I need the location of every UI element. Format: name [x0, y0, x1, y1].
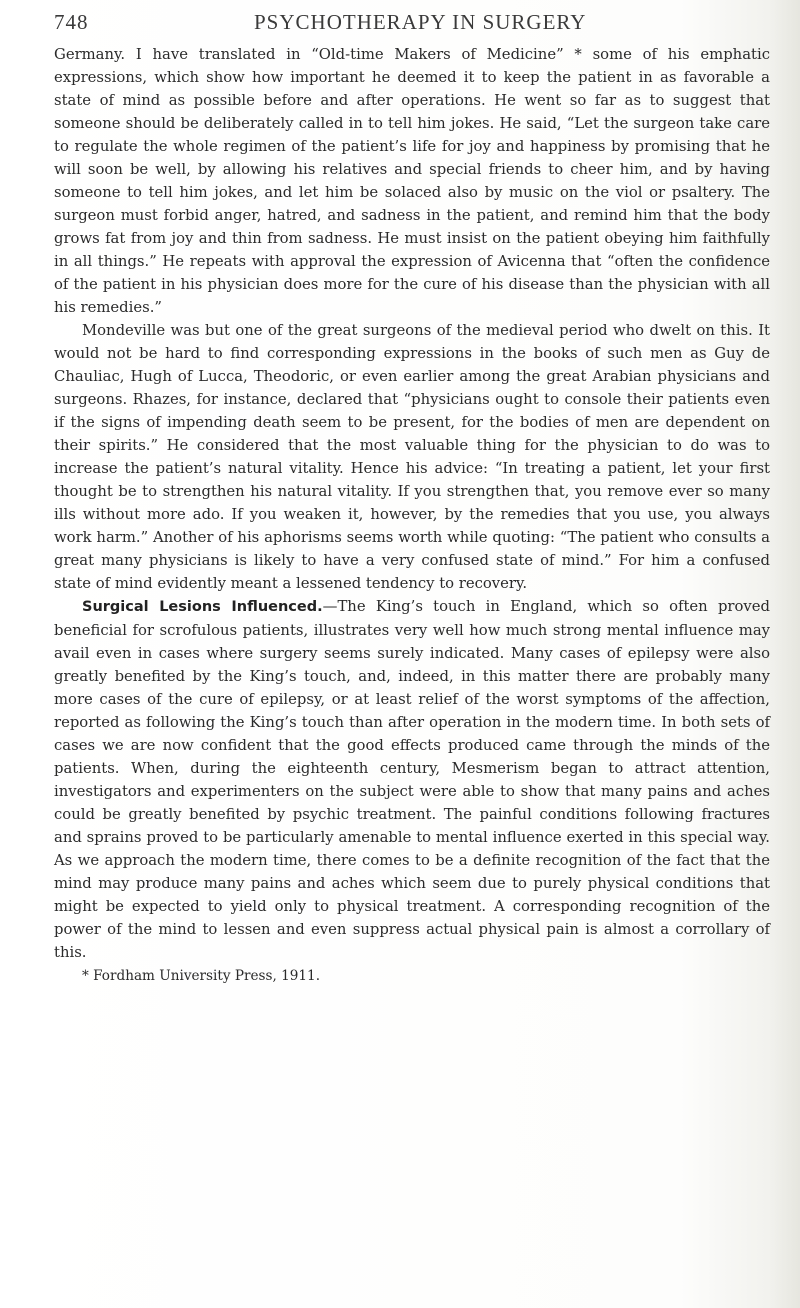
running-title: PSYCHOTHERAPY IN SURGERY	[254, 10, 587, 34]
page-number: 748	[54, 10, 89, 34]
paragraph-3	[54, 595, 770, 964]
body-text	[54, 43, 770, 986]
section-heading: Surgical Lesions Influenced.	[82, 599, 323, 615]
footnote: * Fordham University Press, 1911.	[82, 968, 321, 984]
paragraph-3-text: —The King’s touch in England, which so often proved beneficial for scrofulous patients, illustrates very well how much strong mental influence may avail even in cases where surgery seems surely indicated. Many cases of epilepsy were also greatly benefited by the King’s touch, and, indeed, in this matter there are probably many more cases of the cure of epilepsy, or at least relief of the worst symptoms of the affection, reported as following the King’s touch than after operation in the modern time. In both sets of cases we are now confident that the good effects produced came through the minds of the patients. When, during the eighteenth century, Mesmerism began to attract attention, investigators and experimenters on the subject were able to show that many pains and aches could be greatly benefited by psychic treatment. The painful conditions following fractures and sprains proved to be particularly amenable to mental influence exerted in this special way. As we approach the modern time, there comes to be a definite recognition of the fact that the mind may produce many pains and aches which seem due to purely physical conditions that might be expected to yield only to physical treatment. A corresponding recognition of the power of the mind to lessen and even suppress actual physical pain is almost a corrollary of this.	[54, 598, 770, 961]
page-header	[54, 4, 770, 44]
paragraph-2: Mondeville was but one of the great surgeons of the medieval period who dwelt on this. It would not be hard to find corresponding expressions in the books of such men as Guy de Chauliac, Hugh of Lucca, Theodoric, or even earlier among the great Arabian physicians and surgeons. Rhazes, for instance, declared that “physicians ought to console their patients even if the signs of impending death seem to be present, for the bodies of men are dependent on their spirits.” He considered that the most valuable thing for the physician to do was to increase the patient’s natural vitality. Hence his advice: “In treating a patient, let your first thought be to strengthen his natural vitality. If you strengthen that, you remove ever so many ills without more ado. If you weaken it, however, by the remedies that you use, you always work harm.” Another of his aphorisms seems worth while quoting: “The patient who consults a great many physicians is likely to have a very confused state of mind.” For him a confused state of mind evidently meant a lessened tendency to recovery.	[54, 322, 770, 592]
paragraph-1: Germany. I have translated in “Old-time Makers of Medicine” * some of his emphatic expressions, which show how important he deemed it to keep the patient in as favorable a state of mind as possible before and after operations. He went so far as to suggest that someone should be deliberately called in to tell him jokes. He said, “Let the surgeon take care to regulate the whole regimen of the patient’s life for joy and happiness by promising that he will soon be well, by allowing his relatives and special friends to cheer him, and by having someone to tell him jokes, and let him be solaced also by music on the viol or psaltery. The surgeon must forbid anger, hatred, and sadness in the patient, and remind him that the body grows fat from joy and thin from sadness. He must insist on the patient obeying him faithfully in all things.” He repeats with approval the expression of Avicenna that “often the confidence of the patient in his physician does more for the cure of his disease than the physician with all his remedies.”	[54, 46, 770, 316]
